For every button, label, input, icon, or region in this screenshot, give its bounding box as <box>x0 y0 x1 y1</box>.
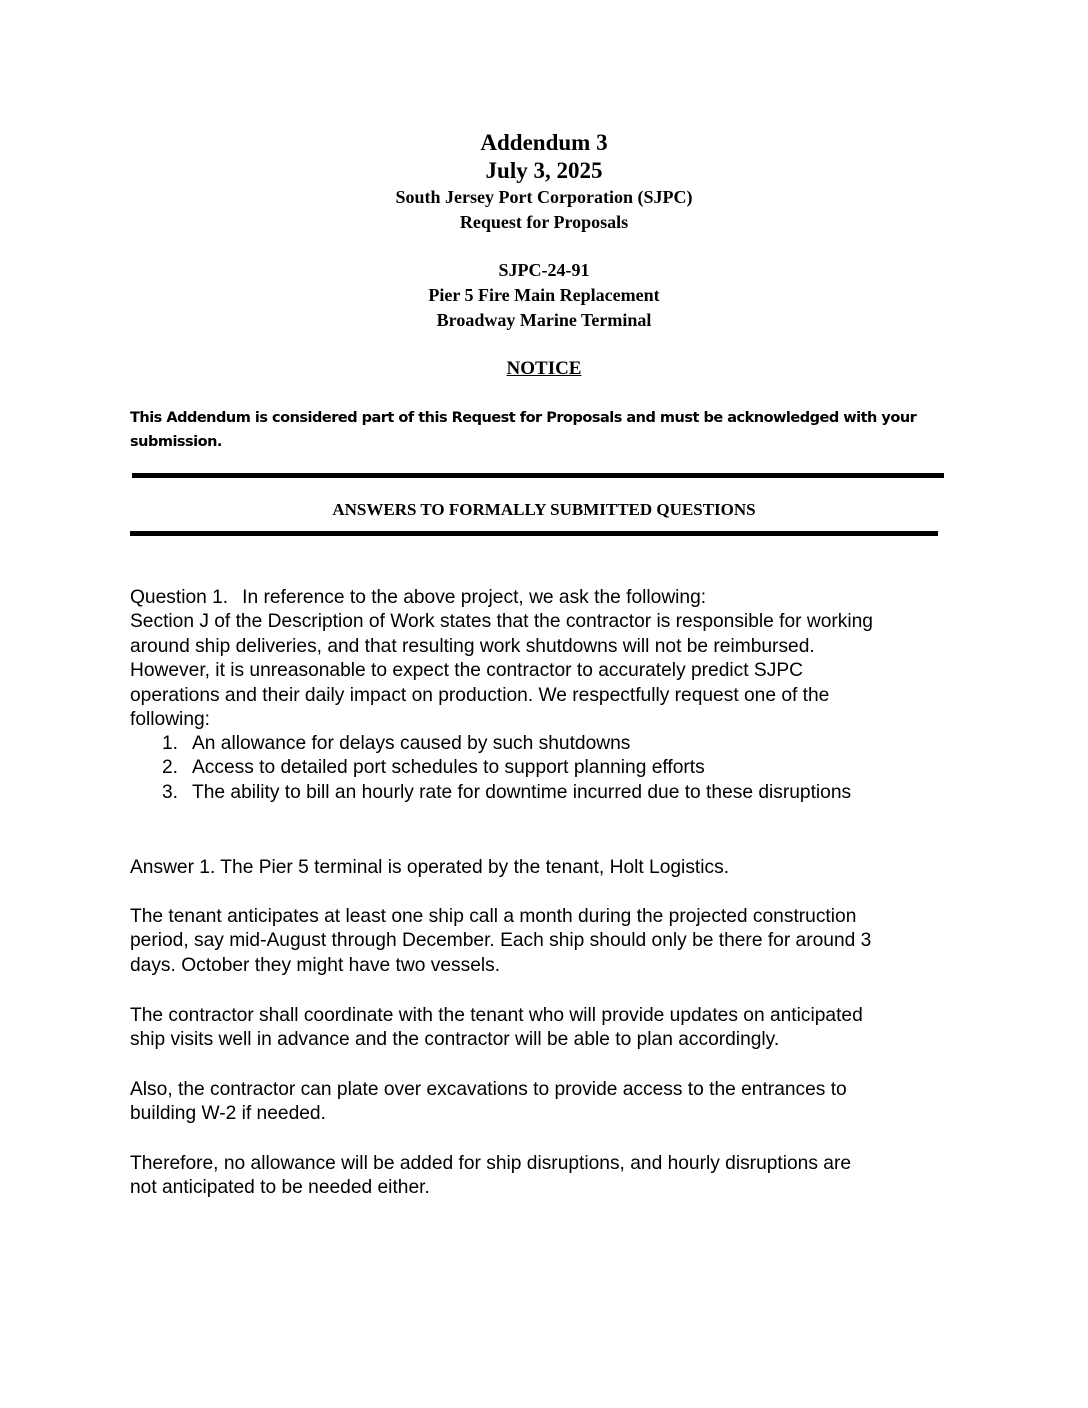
project-number: SJPC-24-91 <box>498 260 590 280</box>
project-name: Pier 5 Fire Main Replacement <box>428 285 660 305</box>
notice-line-1: This Addendum is considered part of this Request for Proposals and must be acknowledged with your <box>130 410 917 426</box>
answer-1-paragraph-5: Therefore, no allowance will be added for ship disruptions, and hourly disruptions are not anticipated to be needed either. <box>130 1153 852 1199</box>
organization-name: South Jersey Port Corporation (SJPC) <box>395 187 693 207</box>
answer-1-intro: Answer 1. The Pier 5 terminal is operated by the tenant, Holt Logistics. <box>130 857 730 878</box>
question-1-options <box>162 732 962 805</box>
question-1-label: Question 1. <box>130 587 229 608</box>
question-1 <box>130 586 970 732</box>
question-1-line: However, it is unreasonable to expect the contractor to accurately predict SJPC <box>130 660 803 682</box>
notice-line-2: submission. <box>130 434 222 450</box>
list-item: 3. The ability to bill an hourly rate for downtime incurred due to these disruptions <box>162 781 852 803</box>
question-1-line: Section J of the Description of Work states that the contractor is responsible for working <box>130 611 873 633</box>
project-location: Broadway Marine Terminal <box>436 310 652 330</box>
addendum-title: Addendum 3 <box>480 130 608 155</box>
question-1-line: around ship deliveries, and that resulting work shutdowns will not be reimbursed. <box>130 635 815 657</box>
question-1-line: operations and their daily impact on production. We respectfully request one of the <box>130 684 830 706</box>
addendum-date: July 3, 2025 <box>485 158 603 183</box>
question-1-line: following: <box>130 709 210 731</box>
question-1-header <box>130 586 970 610</box>
notice-text <box>130 406 960 454</box>
notice-heading: NOTICE <box>506 358 582 379</box>
answer-1-paragraph-2: The tenant anticipates at least one ship call a month during the projected construction period, say mid-August through December. Each ship should only be there for around 3 days. October they might have two vessels. <box>130 906 872 976</box>
list-item: 2. Access to detailed port schedules to support planning efforts <box>162 757 705 779</box>
document-type: Request for Proposals <box>459 212 629 232</box>
bottom-rule <box>130 531 938 536</box>
answer-1-paragraph-4: Also, the contractor can plate over excavations to provide access to the entrances to building W-2 if needed. <box>130 1079 847 1125</box>
section-title: ANSWERS TO FORMALLY SUBMITTED QUESTIONS <box>332 500 756 519</box>
list-item: 1. An allowance for delays caused by such shutdowns <box>162 733 631 754</box>
question-1-intro: In reference to the above project, we ask the following: <box>242 587 707 608</box>
top-rule <box>132 473 944 478</box>
answer-1-paragraph-3: The contractor shall coordinate with the tenant who will provide updates on anticipated ship visits well in advance and the contractor will be able to plan accordingly. <box>130 1005 863 1051</box>
